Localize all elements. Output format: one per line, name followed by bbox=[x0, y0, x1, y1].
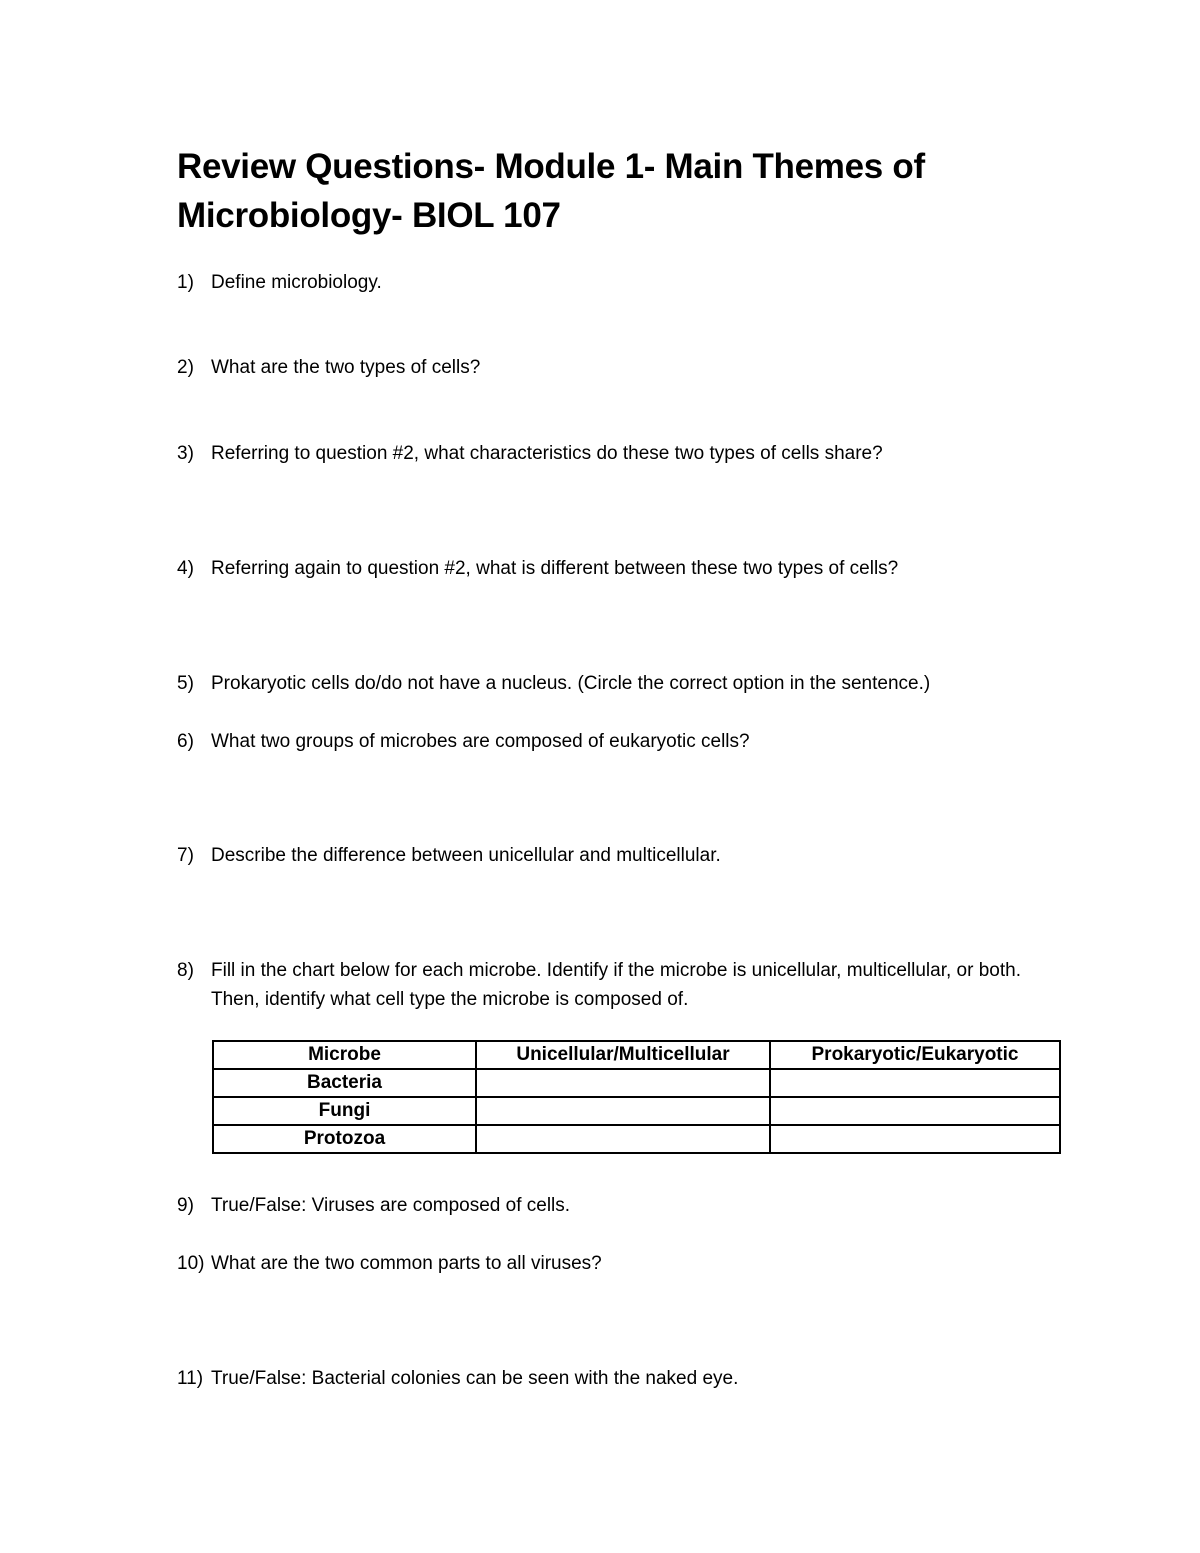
table-row bbox=[213, 1097, 1060, 1125]
question-text: What are the two types of cells? bbox=[211, 357, 481, 378]
question-text: Define microbiology. bbox=[211, 272, 382, 293]
question-1 bbox=[177, 268, 1051, 297]
document-title: Review Questions- Module 1- Main Themes of Microbiology- BIOL 107 bbox=[177, 147, 925, 235]
question-3 bbox=[177, 439, 1051, 468]
question-number: 7) bbox=[177, 845, 194, 866]
cellularity-cell[interactable] bbox=[476, 1097, 770, 1125]
question-text: Referring again to question #2, what is different between these two types of cells? bbox=[211, 558, 899, 579]
question-text: Prokaryotic cells do/do not have a nucleus. (Circle the correct option in the sentence.) bbox=[211, 673, 931, 694]
table-row bbox=[213, 1125, 1060, 1153]
cellularity-cell[interactable] bbox=[476, 1069, 770, 1097]
cell-type-cell[interactable] bbox=[770, 1125, 1060, 1153]
cell-type-cell[interactable] bbox=[770, 1069, 1060, 1097]
question-5 bbox=[177, 669, 1051, 698]
column-header-microbe: Microbe bbox=[213, 1041, 476, 1069]
question-number: 4) bbox=[177, 558, 194, 579]
question-number: 11) bbox=[177, 1368, 204, 1389]
question-number: 1) bbox=[177, 272, 194, 293]
question-7 bbox=[177, 841, 1051, 870]
question-2 bbox=[177, 353, 1051, 382]
column-header-cell-type: Prokaryotic/Eukaryotic bbox=[770, 1041, 1060, 1069]
question-number: 6) bbox=[177, 731, 194, 752]
cellularity-cell[interactable] bbox=[476, 1125, 770, 1153]
question-6 bbox=[177, 727, 1051, 756]
question-text: Referring to question #2, what characteristics do these two types of cells share? bbox=[211, 443, 883, 464]
question-text: Fill in the chart below for each microbe. Identify if the microbe is unicellular, multicellular, or both. Then, identify what cell type the microbe is composed of. bbox=[211, 960, 1021, 1010]
question-4 bbox=[177, 554, 1051, 583]
question-number: 8) bbox=[177, 960, 194, 981]
table-row bbox=[213, 1069, 1060, 1097]
question-11 bbox=[177, 1364, 1051, 1393]
question-10 bbox=[177, 1249, 1051, 1278]
question-number: 9) bbox=[177, 1195, 194, 1216]
question-number: 3) bbox=[177, 443, 194, 464]
cell-type-cell[interactable] bbox=[770, 1097, 1060, 1125]
question-8 bbox=[177, 956, 1051, 1014]
microbe-name: Bacteria bbox=[213, 1069, 476, 1097]
question-text: True/False: Viruses are composed of cells. bbox=[211, 1195, 571, 1216]
microbe-name: Fungi bbox=[213, 1097, 476, 1125]
microbe-chart bbox=[212, 1040, 1061, 1154]
question-9 bbox=[177, 1191, 1051, 1220]
question-text: True/False: Bacterial colonies can be seen with the naked eye. bbox=[211, 1368, 739, 1389]
question-text: Describe the difference between unicellular and multicellular. bbox=[211, 845, 721, 866]
question-text: What two groups of microbes are composed of eukaryotic cells? bbox=[211, 731, 750, 752]
table-header-row bbox=[213, 1041, 1060, 1069]
microbe-name: Protozoa bbox=[213, 1125, 476, 1153]
question-number: 10) bbox=[177, 1253, 205, 1274]
column-header-cellularity: Unicellular/Multicellular bbox=[476, 1041, 770, 1069]
question-text: What are the two common parts to all viruses? bbox=[211, 1253, 602, 1274]
question-number: 2) bbox=[177, 357, 194, 378]
question-number: 5) bbox=[177, 673, 194, 694]
